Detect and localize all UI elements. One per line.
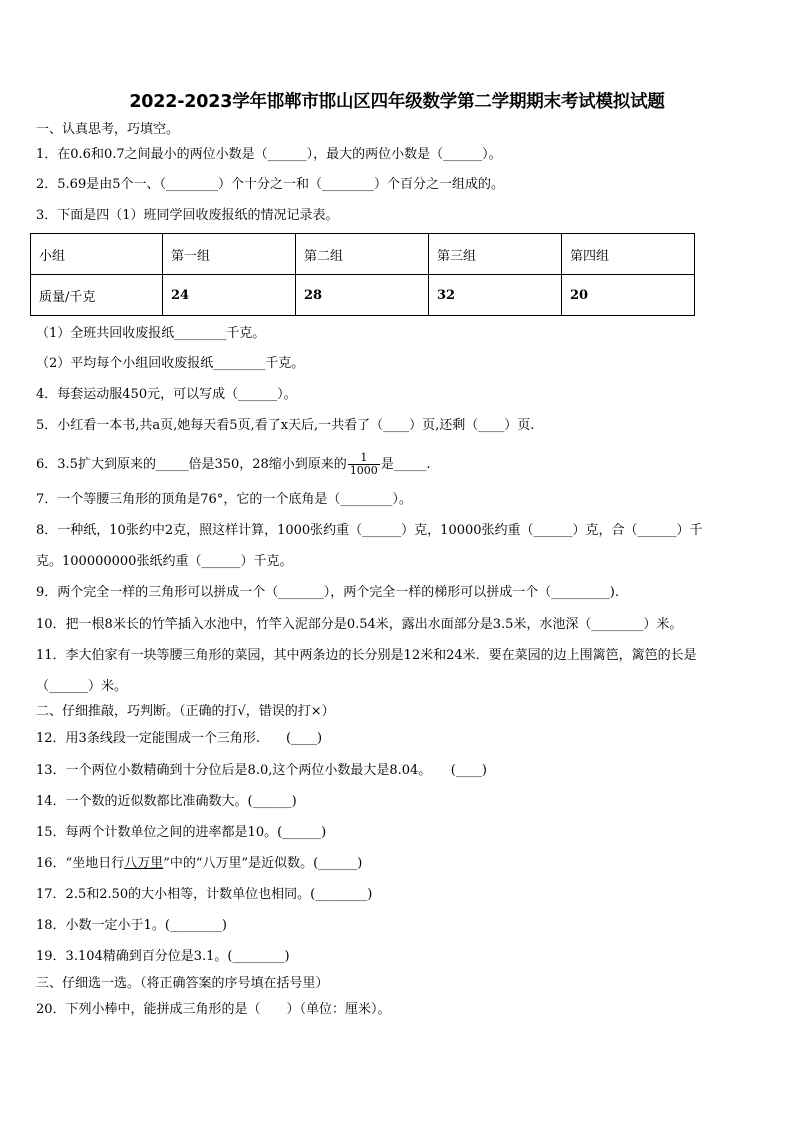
question-12: 12．用3条线段一定能围成一个三角形. (____) — [36, 731, 323, 746]
table-cell: 第四组 — [562, 234, 695, 275]
table-cell: 20 — [562, 275, 695, 316]
question-13: 13．一个两位小数精确到十分位后是8.0,这个两位小数最大是8.04。 (____) — [36, 763, 487, 778]
question-3-part-1: （1）全班共回收废报纸________千克。 — [36, 326, 266, 341]
question-6-text-b: 是_____. — [380, 457, 431, 472]
table-cell: 小组 — [31, 234, 163, 275]
table-cell: 质量/千克 — [31, 275, 163, 316]
section-1-heading: 一、认真思考，巧填空。 — [36, 122, 180, 137]
question-20: 20．下列小棒中，能拼成三角形的是（ ）（单位：厘米）。 — [36, 1002, 391, 1017]
table-cell: 32 — [429, 275, 562, 316]
question-4: 4．每套运动服450元，可以写成（______）。 — [36, 387, 297, 402]
table-cell: 28 — [296, 275, 429, 316]
question-8-line-2: 克。100000000张纸约重（______）千克。 — [36, 554, 293, 569]
question-18: 18．小数一定小于1。(________) — [36, 918, 227, 933]
section-3-heading: 三、仔细选一选。（将正确答案的序号填在括号里） — [36, 976, 329, 991]
question-17: 17．2.5和2.50的大小相等，计数单位也相同。(________) — [36, 887, 373, 902]
table-row — [31, 275, 695, 316]
table-cell: 第一组 — [163, 234, 296, 275]
question-8-line-1: 8．一种纸，10张约中2克，照这样计算，1000张约重（______）克，10000张约重（______）克，合（______）千 — [36, 523, 703, 538]
question-16-text-a: 16．“坐地日行 — [36, 856, 125, 871]
question-9: 9．两个完全一样的三角形可以拼成一个（_______），两个完全一样的梯形可以拼成一个（_________). — [36, 585, 619, 600]
question-15: 15．每两个计数单位之间的进率都是10。(______) — [36, 825, 327, 840]
question-16 — [36, 855, 362, 873]
question-7: 7．一个等腰三角形的顶角是76°，它的一个底角是（________）。 — [36, 492, 412, 507]
question-6-text-a: 6．3.5扩大到原来的_____倍是350，28缩小到原来的 — [36, 457, 347, 472]
page-title: 2022-2023学年邯郸市邯山区四年级数学第二学期期末考试模拟试题 — [129, 92, 665, 112]
table-cell: 第二组 — [296, 234, 429, 275]
question-14: 14．一个数的近似数都比准确数大。(______) — [36, 794, 297, 809]
question-11-line-1: 11．李大伯家有一块等腰三角形的菜园，其中两条边的长分别是12米和24米．要在菜园的边上围篱笆，篱笆的长是 — [36, 648, 697, 663]
table-cell: 第三组 — [429, 234, 562, 275]
recycling-record-table — [30, 233, 695, 316]
question-11-line-2: （______）米。 — [36, 679, 128, 694]
table-cell: 24 — [163, 275, 296, 316]
question-16-text-b: ”中的“八万里”是近似数。(______) — [163, 856, 363, 871]
fraction-numerator: 1 — [348, 452, 380, 465]
fraction — [348, 452, 380, 477]
question-3: 3．下面是四（1）班同学回收废报纸的情况记录表。 — [36, 208, 339, 223]
table-header-row — [31, 234, 695, 275]
question-19: 19．3.104精确到百分位是3.1。(________) — [36, 949, 290, 964]
fraction-denominator: 1000 — [349, 464, 378, 477]
underlined-phrase: 八万里 — [124, 856, 164, 871]
section-2-heading: 二、仔细推敲，巧判断。（正确的打√，错误的打×） — [36, 704, 335, 719]
question-3-part-2: （2）平均每个小组回收废报纸________千克。 — [36, 356, 305, 371]
question-1: 1．在0.6和0.7之间最小的两位小数是（______），最大的两位小数是（______）。 — [36, 147, 502, 162]
question-5: 5．小红看一本书,共a页,她每天看5页,看了x天后,一共看了（____）页,还剩（____）页. — [36, 418, 535, 433]
question-6 — [36, 452, 430, 477]
question-2: 2．5.69是由5个一、（________）个十分之一和（________）个百分之一组成的。 — [36, 177, 504, 192]
question-10: 10．把一根8米长的竹竿插入水池中，竹竿入泥部分是0.54米，露出水面部分是3.5米，水池深（________）米。 — [36, 617, 683, 632]
